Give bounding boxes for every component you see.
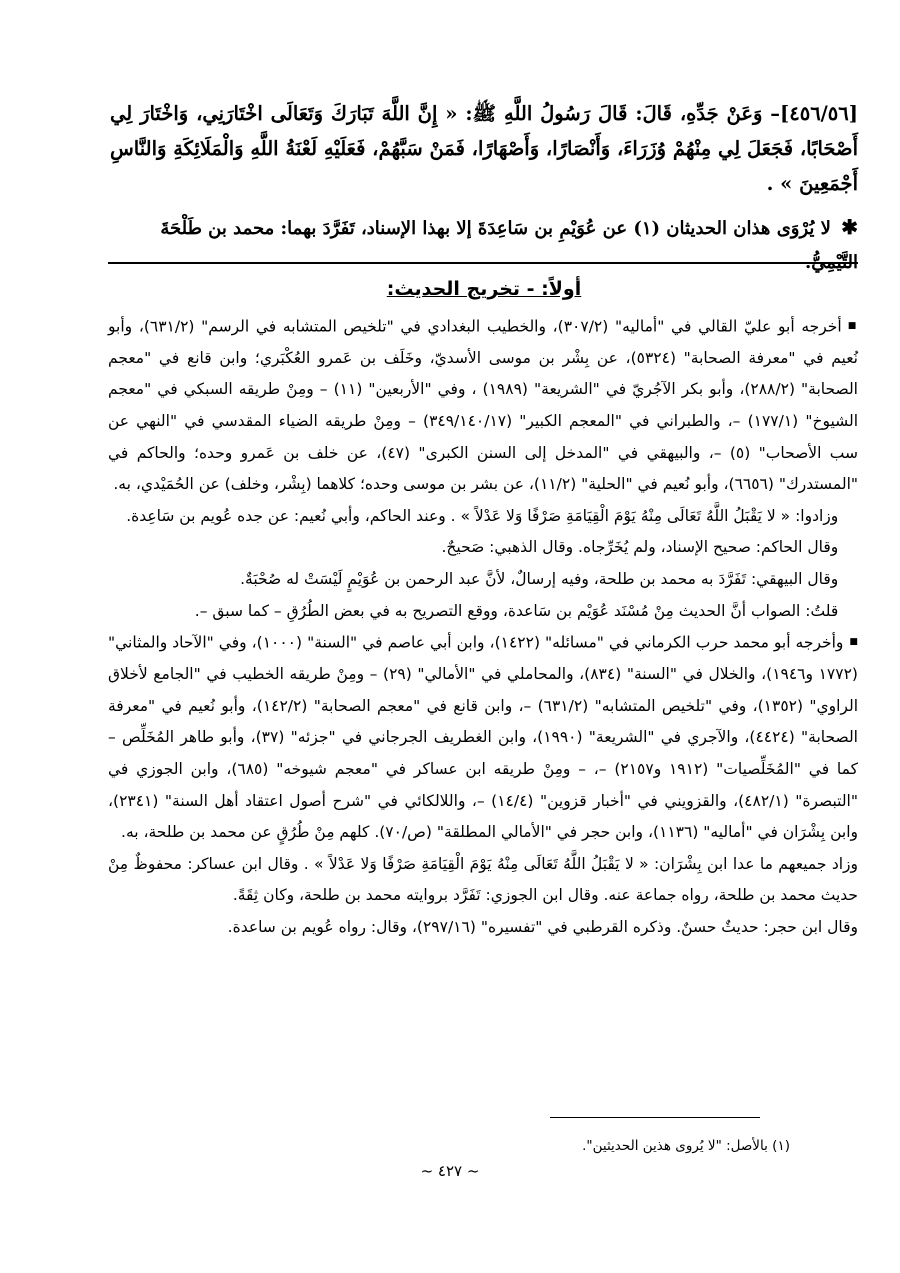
footnote-divider: [550, 1117, 760, 1118]
section-heading: [110, 278, 858, 300]
paragraph: [108, 532, 858, 564]
paragraph: [108, 627, 858, 848]
takhrij-body: [108, 311, 858, 943]
hadith-number: [٤٥٦/٥٦]: [780, 102, 858, 125]
paragraph: [108, 311, 858, 501]
star-icon: ✱: [841, 215, 858, 239]
paragraph-text: وزادوا: « لا يَقْبَلُ اللَّهُ تَعَالَى مِنْهُ يَوْمَ الْقِيَامَةِ صَرْفًا وَلا عَدْلاً » . وعند الحاكم، وأبي نُعيم: عن جده عُويم بن سَاعِدة.: [126, 506, 839, 525]
paragraph: [108, 501, 858, 533]
section-divider: [108, 262, 858, 264]
narration-note: [110, 210, 858, 280]
paragraph-text: وقال الحاكم: صحيح الإسناد، ولم يُخَرِّجاه. وقال الذهبي: صَحيحٌ.: [441, 538, 839, 557]
narration-note-text: لا يُرْوَى هذان الحديثان (١) عن عُوَيْمِ بن سَاعِدَةَ إلا بهذا الإسناد، تَفَرَّدَ بهما: محمد بن طَلْحَةَ التَّيْمِيُّ.: [160, 218, 858, 273]
paragraph: [108, 564, 858, 596]
bullet-icon: ■: [847, 321, 858, 331]
hadith-paragraph: [110, 96, 858, 201]
paragraph: [108, 849, 858, 912]
footnote-text: (١) بالأصل: "لا يُروى هذين الحديثين".: [582, 1138, 790, 1154]
paragraph-text: وقال البيهقي: تَفَرَّدَ به محمد بن طلحة، وفيه إرسالٌ، لأنَّ عبد الرحمن بن عُوَيْمٍ لَيْسَتْ له صُحْبَةٌ.: [240, 570, 839, 589]
paragraph-text: أخرجه أبو عليّ القالي في "أماليه" (٣٠٧/٢)، والخطيب البغدادي في "تلخيص المتشابه في الرسم" (٦٣١/٢)، وأبو نُعيم في "معرفة الصحابة" (٥٣٢٤)، عن بِشْر بن موسى الأسديّ، وخَلَف بن عَمرو العُكْبَري؛ وابن قانع في "معجم الصحابة" (٢٨٨/٢)، وأبو بكر الآجُريّ في "الشريعة" (١٩٨٩) ، وفي "الأربعين" (١١) – ومِنْ طريقه السبكي في "معجم الشيوخ" (١٧٧/١) –، والطبراني في "المعجم الكبير" (٣٤٩/١٤٠/١٧) – ومِنْ طريقه الضياء المقدسي في "النهي عن سب الأصحاب" (٥) –، والبيهقي في "المدخل إلى السنن الكبرى" (٤٧)، عن خلف بن عَمرو وحده؛ والحاكم في "المستدرك" (٦٦٥٦)، وأبو نُعيم في "الحلية" (١١/٢)، عن بشر بن موسى وحده؛ كلاهما (بِشْر، وخلف) عن الحُمَيْدي، به.: [108, 317, 859, 494]
page-number-text: ~ ٤٢٧ ~: [420, 1162, 480, 1180]
paragraph: [108, 912, 858, 944]
page-number: [0, 1162, 900, 1180]
paragraph-text: وزاد جميعهم ما عدا ابن بِشْرَان: « لا يَقْبَلُ اللَّهُ تَعَالَى مِنْهُ يَوْمَ الْقِيَامَةِ صَرْفًا وَلا عَدْلاً » . وقال ابن عساكر: محفوظٌ مِنْ حديث محمد بن طلحة، رواه جماعة عنه. وقال ابن الجوزي: تَفَرَّد بروايته محمد بن طلحة، وكان ثِقَةً.: [108, 854, 858, 905]
paragraph-text: وأخرجه أبو محمد حرب الكرماني في "مسائله" (١٤٢٢)، وابن أبي عاصم في "السنة" (١٠٠٠)، وفي "الآحاد والمثاني" (١٧٧٢ و١٩٤٦)، والخلال في "السنة" (٨٣٤)، والمحاملي في "الأمالي" (٢٩) – ومِنْ طريقه الخطيب في "الجامع لأخلاق الراوي" (١٣٥٢)، وفي "تلخيص المتشابه" (٦٣١/٢) –، وابن قانع في "معجم الصحابة" (١٤٢/٢)، وأبو نُعيم في "معرفة الصحابة" (٤٤٢٤)، والآجري في "الشريعة" (١٩٩٠)، وابن الغطريف الجرجاني في "جزئه" (٣٧)، وأبو طاهر المُخَلِّص – كما في "المُخَلِّصيات" (١٩١٢ و٢١٥٧) –، – ومِنْ طريقه ابن عساكر في "معجم شيوخه" (٦٨٥)، وابن الجوزي في "التبصرة" (٤٨٢/١)، والقزويني في "أخبار قزوين" (١٤/٤) –، واللالكائي في "شرح أصول اعتقاد أهل السنة" (٢٣٤١)، وابن بِشْرَان في "أماليه" (١١٣٦)، وابن حجر في "الأمالي المطلقة" (ص/٧٠). كلهم مِنْ طُرُقٍ عن محمد بن طلحة، به.: [108, 633, 859, 842]
hadith-text: – وَعَنْ جَدِّهِ، قَالَ: قَالَ رَسُولُ اللَّهِ ﷺ: « إِنَّ اللَّهَ تَبَارَكَ وَتَعَالَى اخْتَارَنِي، وَاخْتَارَ لِي أَصْحَابًا، فَجَعَلَ لِي مِنْهُمْ وُزَرَاءَ، وَأَنْصَارًا، وَأَصْهَارًا، فَمَنْ سَبَّهُمْ، فَعَلَيْهِ لَعْنَةُ اللَّهِ وَالْمَلَائِكَةِ وَالنَّاسِ أَجْمَعِينَ » .: [110, 102, 858, 195]
paragraph: [108, 596, 858, 628]
hadith-block: [110, 96, 858, 201]
section-heading-text: أولاً: - تخريج الحديث:: [386, 278, 582, 300]
bullet-icon: ■: [849, 637, 858, 648]
paragraph-text: وقال ابن حجر: حديثٌ حسنٌ. وذكره القرطبي في "تفسيره" (٢٩٧/١٦)، وقال: رواه عُويم بن ساعدة.: [227, 917, 858, 936]
footnote: [200, 1135, 790, 1157]
paragraph-text: قلتُ: الصواب أنَّ الحديث مِنْ مُسْنَد عُوَيْم بن سَاعدة، ووقع التصريح به في بعض الطُرُقِ – كما سبق –.: [194, 601, 839, 620]
